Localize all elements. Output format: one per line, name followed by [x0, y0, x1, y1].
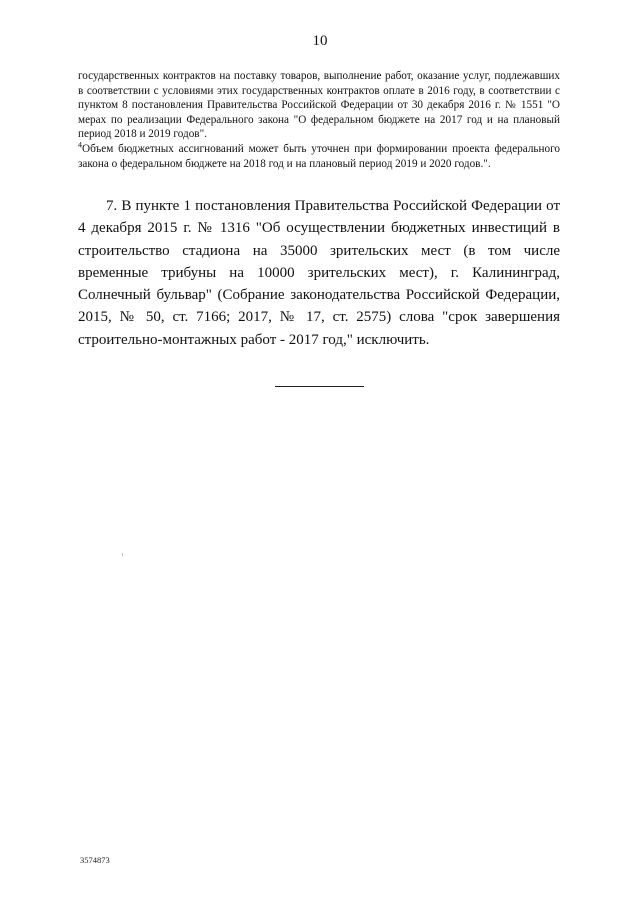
footnote-4	[78, 142, 560, 171]
footnotes-block	[78, 69, 560, 171]
footnote-marker: 4	[78, 140, 82, 150]
scan-speck	[122, 553, 123, 556]
page-number: 10	[312, 33, 328, 49]
document-id: 3574873	[80, 855, 110, 865]
footnote-continuation: государственных контрактов на поставку товаров, выполнение работ, оказание услуг, подлежавших в соответствии с условиями этих государственных контрактов оплате в 2016 году, в соответствии с пунктом 8 постановления Правительства Российской Федерации от 30 декабря 2016 г. № 1551 "О мерах по реализации Федерального закона "О федеральном бюджете на 2017 год и на плановый период 2018 и 2019 годов".	[78, 70, 560, 141]
separator-line	[275, 386, 364, 387]
footnote-4-text: Объем бюджетных ассигнований может быть уточнен при формировании проекта федерального закона о федеральном бюджете на 2018 год и на плановый период 2019 и 2020 годов.".	[78, 142, 560, 170]
paragraph-7: 7. В пункте 1 постановления Правительства Российской Федерации от 4 декабря 2015 г. № 1316 "Об осуществлении бюджетных инвестиций в строительство стадиона на 35000 зрительских мест (в том числе временные трибуны на 10000 зрительских мест), г. Калининград, Солнечный бульвар" (Собрание законодательства Российской Федерации, 2015, № 50, ст. 7166; 2017, № 17, ст. 2575) слова "срок завершения строительно-монтажных работ - 2017 год," исключить.	[78, 198, 560, 348]
